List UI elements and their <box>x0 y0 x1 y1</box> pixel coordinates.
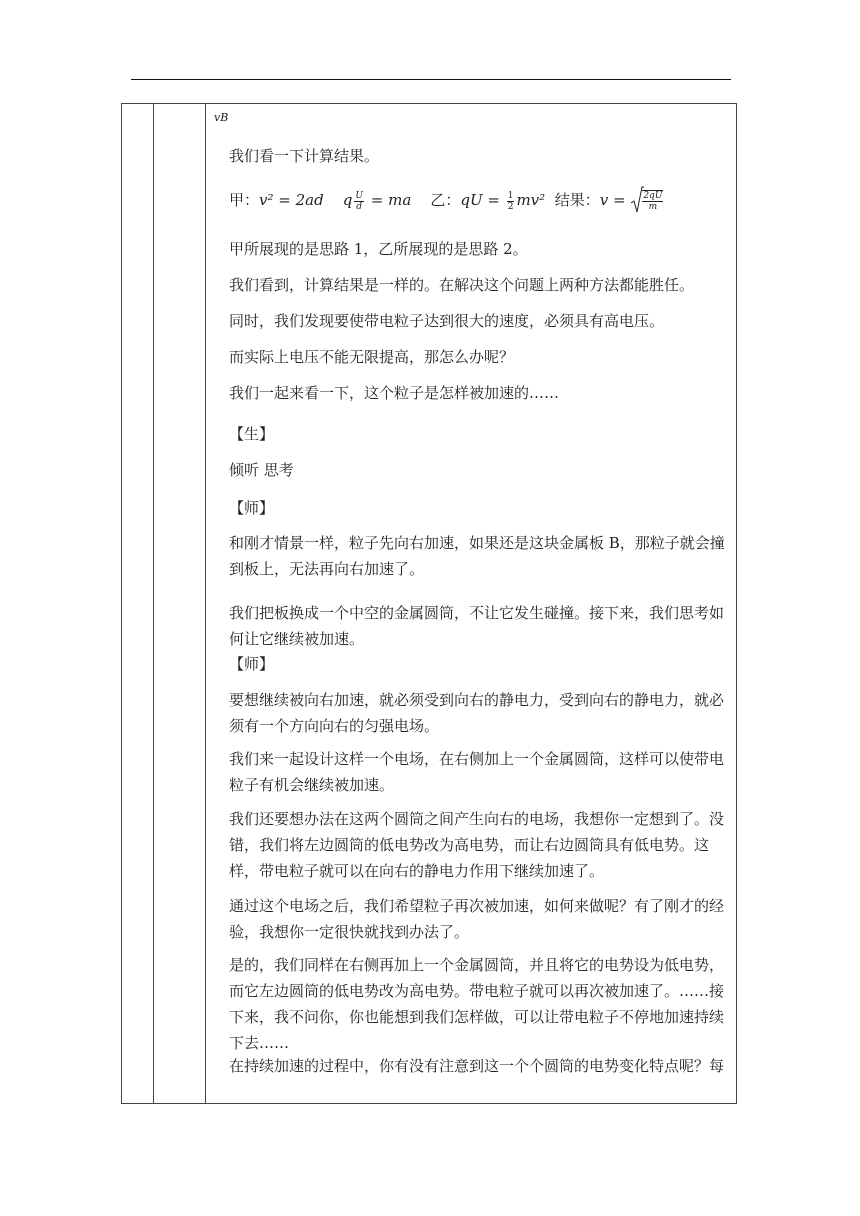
column-divider-1 <box>153 104 154 1103</box>
eq-2-denominator: d <box>356 201 363 212</box>
column-divider-2 <box>205 104 206 1103</box>
eq-4-left: v = <box>599 191 631 209</box>
paragraph-2: 甲所展现的是思路 1，乙所展现的是思路 2。 <box>229 240 528 258</box>
eq-4-denominator: m <box>648 202 658 212</box>
paragraph-5: 而实际上电压不能无限提高，那怎么办呢？ <box>229 348 515 366</box>
eq-3-denominator: 2 <box>507 201 514 212</box>
section-teacher-2: 【师】 <box>229 655 275 673</box>
yi-label: 乙： <box>430 191 461 209</box>
paragraph-18: 在持续加速的过程中，你有没有注意到这一个个圆筒的电势变化特点呢？每 <box>229 1057 725 1075</box>
eq-3-rest: mv² <box>516 191 546 209</box>
paragraph-16: 通过这个电场之后，我们希望粒子再次被加速，如何来做呢？有了刚才的经验，我想你一定很快就找到办法了。 <box>229 897 725 941</box>
eq-2-rest: = ma <box>365 191 412 209</box>
paragraph-14: 我们来一起设计这样一个电场，在右侧加上一个金属圆筒，这样可以使带电粒子有机会继续被加速。 <box>229 750 725 794</box>
jia-label: 甲： <box>229 191 260 209</box>
sqrt-expression <box>630 190 665 212</box>
eq-4-numerator: 2qU <box>643 191 663 201</box>
eq-2-q: q <box>342 191 353 209</box>
eq-2-fraction <box>354 191 364 212</box>
paragraph-11: 我们把板换成一个中空的金属圆筒，不让它发生碰撞。接下来，我们思考如何让它继续被加速。 <box>229 604 725 648</box>
paragraph-17: 是的，我们同样在右侧再加上一个金属圆筒，并且将它的电势设为低电势，而它左边圆筒的低电势改为高电势。带电粒子就可以再次被加速了。……接下来，我不问你，你也能想到我们怎样做，可以让带电粒子不停地加速持续下去…… <box>229 956 725 1052</box>
result-label: 结果： <box>554 191 600 209</box>
formula-line <box>229 189 665 212</box>
header-rule <box>131 79 731 80</box>
eq-4-fraction <box>642 190 663 212</box>
sqrt-sign-icon <box>630 186 644 214</box>
paragraph-1: 我们看一下计算结果。 <box>229 147 380 165</box>
eq-1: v² = 2ad <box>259 191 324 209</box>
paragraph-13: 要想继续被向右加速，就必须受到向右的静电力，受到向右的静电力，就必须有一个方向向右的匀强电场。 <box>229 691 725 735</box>
paragraph-6: 我们一起来看一下，这个粒子是怎样被加速的…… <box>229 384 560 402</box>
eq-3-fraction <box>507 191 515 212</box>
eq-3-left: qU = <box>460 191 505 209</box>
paragraph-10: 和刚才情景一样，粒子先向右加速，如果还是这块金属板 B，那粒子就会撞到板上，无法再向右加速了。 <box>229 534 725 578</box>
paragraph-15: 我们还要想办法在这两个圆筒之间产生向右的电场，我想你一定想到了。没错，我们将左边圆筒的低电势改为高电势，而让右边圆筒具有低电势。这样，带电粒子就可以在向右的静电力作用下继续加速了。 <box>229 810 725 880</box>
eq-3-numerator: 1 <box>507 190 514 201</box>
section-student: 【生】 <box>229 425 275 443</box>
section-teacher-1: 【师】 <box>229 499 275 517</box>
paragraph-4: 同时，我们发现要使带电粒子达到很大的速度，必须具有高电压。 <box>229 312 665 330</box>
paragraph-listen: 倾听 思考 <box>229 461 294 479</box>
eq-2-numerator: U <box>355 190 363 201</box>
paragraph-3: 我们看到，计算结果是一样的。在解决这个问题上两种方法都能胜任。 <box>229 276 695 294</box>
vb-label: vB <box>214 111 229 124</box>
